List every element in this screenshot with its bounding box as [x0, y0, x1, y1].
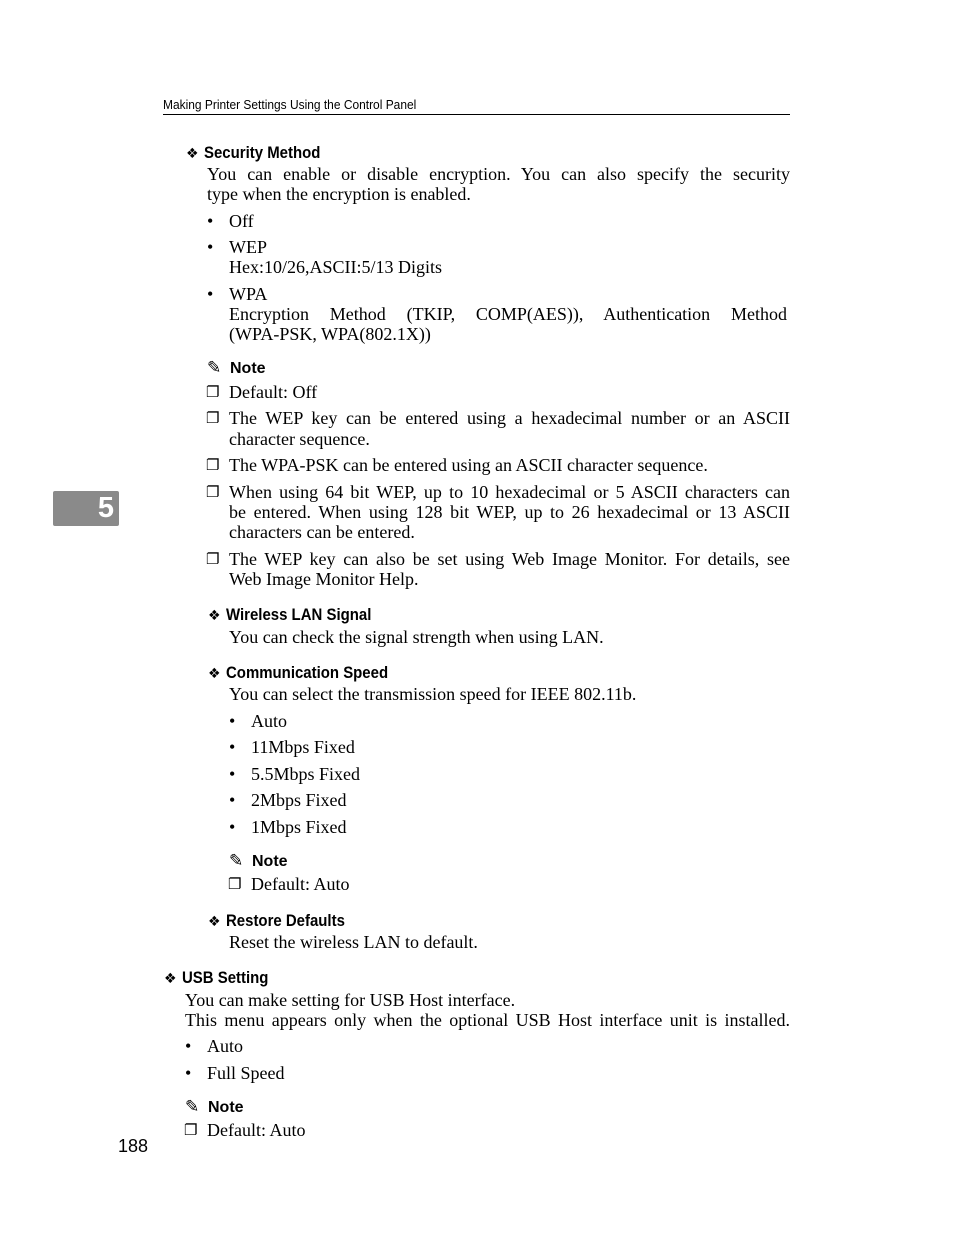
checkbox-icon: ❐ — [206, 456, 220, 474]
checkbox-icon: ❐ — [206, 409, 220, 427]
pencil-icon: ✎ — [207, 358, 222, 377]
list-item: • Auto — [229, 711, 287, 731]
header-rule — [163, 114, 790, 115]
checkbox-icon: ❐ — [206, 483, 220, 501]
list-item-detail: Encryption Method (TKIP, COMP(AES)), Authentication Method — [229, 304, 787, 324]
restore-defaults-desc: Reset the wireless LAN to default. — [229, 932, 478, 952]
list-item: • Auto — [185, 1036, 243, 1056]
usb-setting-desc-line2: This menu appears only when the optional USB Host interface unit is installed. — [185, 1010, 790, 1030]
list-item: • 2Mbps Fixed — [229, 790, 347, 810]
security-method-desc-line2: type when the encryption is enabled. — [207, 184, 471, 204]
diamond-bullet-icon: ❖ — [208, 913, 221, 929]
list-item: • 5.5Mbps Fixed — [229, 764, 361, 784]
checkbox-icon: ❐ — [206, 550, 220, 568]
pencil-icon: ✎ — [185, 1097, 200, 1116]
list-item: • 1Mbps Fixed — [229, 817, 347, 837]
note-item: ❐ When using 64 bit WEP, up to 10 hexadecimal or 5 ASCII characters can — [206, 482, 790, 502]
checkbox-icon: ❐ — [206, 383, 220, 401]
note-heading: ✎ Note — [207, 358, 266, 377]
note-item-continued: characters can be entered. — [229, 522, 415, 542]
note-heading: ✎ Note — [185, 1097, 244, 1116]
note-item: ❐ Default: Off — [206, 382, 318, 402]
note-item-continued: character sequence. — [229, 429, 370, 449]
page-number: 188 — [118, 1136, 149, 1156]
wireless-lan-signal-heading: ❖ Wireless LAN Signal — [208, 605, 372, 624]
note-heading: ✎ Note — [229, 851, 288, 870]
diamond-bullet-icon: ❖ — [208, 665, 221, 681]
checkbox-icon: ❐ — [184, 1121, 198, 1139]
note-item-continued: Web Image Monitor Help. — [229, 569, 419, 589]
checkbox-icon: ❐ — [228, 875, 242, 893]
running-header: Making Printer Settings Using the Control Panel — [163, 97, 417, 112]
list-item: • Off — [207, 211, 254, 231]
security-method-desc-line1: You can enable or disable encryption. You can also specify the security — [207, 164, 790, 184]
list-item-detail: Hex:10/26,ASCII:5/13 Digits — [229, 257, 443, 277]
usb-setting-heading: ❖ USB Setting — [164, 968, 269, 987]
note-item-continued: be entered. When using 128 bit WEP, up to 26 hexadecimal or 13 ASCII — [229, 502, 790, 522]
list-item: • 11Mbps Fixed — [229, 737, 355, 757]
note-item: ❐ The WEP key can also be set using Web Image Monitor. For details, see — [206, 549, 790, 569]
note-item: ❐ The WPA-PSK can be entered using an ASCII character sequence. — [206, 455, 708, 475]
note-item: ❐ The WEP key can be entered using a hexadecimal number or an ASCII — [206, 408, 790, 428]
note-item: ❐ Default: Auto — [184, 1120, 306, 1140]
pencil-icon: ✎ — [229, 851, 244, 870]
diamond-bullet-icon: ❖ — [164, 970, 177, 986]
chapter-tab — [53, 491, 119, 526]
communication-speed-heading: ❖ Communication Speed — [208, 663, 389, 682]
list-item: • WEP — [207, 237, 267, 257]
list-item: • Full Speed — [185, 1063, 285, 1083]
wireless-lan-signal-desc: You can check the signal strength when using LAN. — [229, 627, 604, 647]
chapter-number: 5 — [97, 492, 114, 524]
restore-defaults-heading: ❖ Restore Defaults — [208, 911, 345, 930]
usb-setting-desc-line1: You can make setting for USB Host interface. — [185, 990, 516, 1010]
list-item-detail: (WPA-PSK, WPA(802.1X)) — [229, 324, 431, 344]
note-item: ❐ Default: Auto — [228, 874, 350, 894]
list-item: • WPA — [207, 284, 268, 304]
communication-speed-desc: You can select the transmission speed for IEEE 802.11b. — [229, 684, 637, 704]
security-method-heading: ❖ Security Method — [186, 143, 321, 162]
diamond-bullet-icon: ❖ — [208, 607, 221, 623]
diamond-bullet-icon: ❖ — [186, 145, 199, 161]
